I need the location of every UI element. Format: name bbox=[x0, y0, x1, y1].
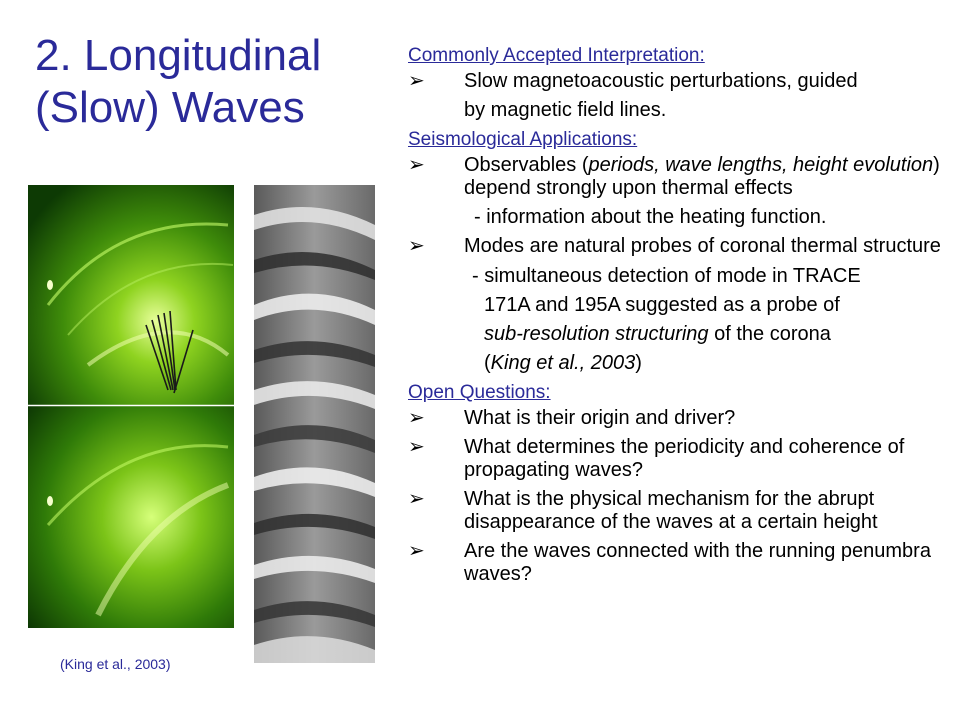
italic-text: sub-resolution structuring bbox=[484, 323, 709, 345]
sub-item-continuation: 171A and 195A suggested as a probe of bbox=[484, 294, 840, 316]
arrow-bullet-icon: ➢ bbox=[408, 407, 425, 429]
question-origin bbox=[408, 407, 948, 430]
bullet-slow-magnetoacoustic bbox=[408, 70, 948, 122]
coronal-loop-figure bbox=[28, 185, 234, 628]
trace-coronal-loop-image bbox=[28, 185, 234, 628]
sub-item-trace-detection: - simultaneous detection of mode in TRACE bbox=[472, 265, 861, 287]
question-periodicity bbox=[408, 436, 948, 482]
bullet-text-part: Observables ( bbox=[464, 154, 589, 176]
slide-title bbox=[35, 30, 395, 134]
section-heading-interpretation: Commonly Accepted Interpretation: bbox=[408, 45, 705, 66]
arrow-bullet-icon: ➢ bbox=[408, 540, 425, 562]
arrow-bullet-icon: ➢ bbox=[408, 154, 425, 176]
question-mechanism bbox=[408, 488, 948, 534]
slide-content bbox=[408, 44, 948, 592]
arrow-bullet-icon: ➢ bbox=[408, 235, 425, 257]
bullet-observables bbox=[408, 154, 948, 200]
bullet-text-line-1: Slow magnetoacoustic perturbations, guided bbox=[464, 70, 858, 92]
sub-item-continuation bbox=[408, 322, 948, 346]
paren-close: ) bbox=[635, 352, 642, 374]
title-line-1: 2. Longitudinal bbox=[35, 31, 322, 80]
section-heading-seismological: Seismological Applications: bbox=[408, 129, 638, 150]
plain-text: of the corona bbox=[708, 323, 831, 345]
figure-caption: (King et al., 2003) bbox=[60, 656, 171, 672]
question-text: Are the waves connected with the running penumbra waves? bbox=[464, 540, 931, 585]
paren-open: ( bbox=[484, 352, 491, 374]
sub-item-citation bbox=[408, 351, 948, 375]
bullet-text-part: ) depend strongly upon thermal effects bbox=[464, 154, 940, 199]
bullet-natural-probes bbox=[408, 235, 948, 258]
section-heading-open-questions: Open Questions: bbox=[408, 382, 551, 403]
sub-item-heating-function: - information about the heating function. bbox=[474, 206, 827, 228]
time-distance-image bbox=[254, 185, 375, 663]
bullet-text-italic: periods, wave lengths, height evolution bbox=[588, 154, 934, 176]
arrow-bullet-icon: ➢ bbox=[408, 488, 425, 510]
question-penumbra bbox=[408, 540, 948, 586]
title-line-2: (Slow) Waves bbox=[35, 83, 305, 132]
italic-citation: King et al., 2003 bbox=[490, 352, 636, 374]
arrow-bullet-icon: ➢ bbox=[408, 70, 425, 92]
arrow-bullet-icon: ➢ bbox=[408, 436, 425, 458]
question-text: What is the physical mechanism for the abrupt disappearance of the waves at a certain height bbox=[464, 488, 878, 533]
bullet-text-line-2: by magnetic field lines. bbox=[464, 99, 667, 121]
time-distance-figure bbox=[254, 185, 375, 663]
bullet-text: Modes are natural probes of coronal thermal structure bbox=[464, 235, 941, 257]
question-text: What determines the periodicity and coherence of propagating waves? bbox=[464, 436, 905, 481]
question-text: What is their origin and driver? bbox=[464, 407, 736, 429]
